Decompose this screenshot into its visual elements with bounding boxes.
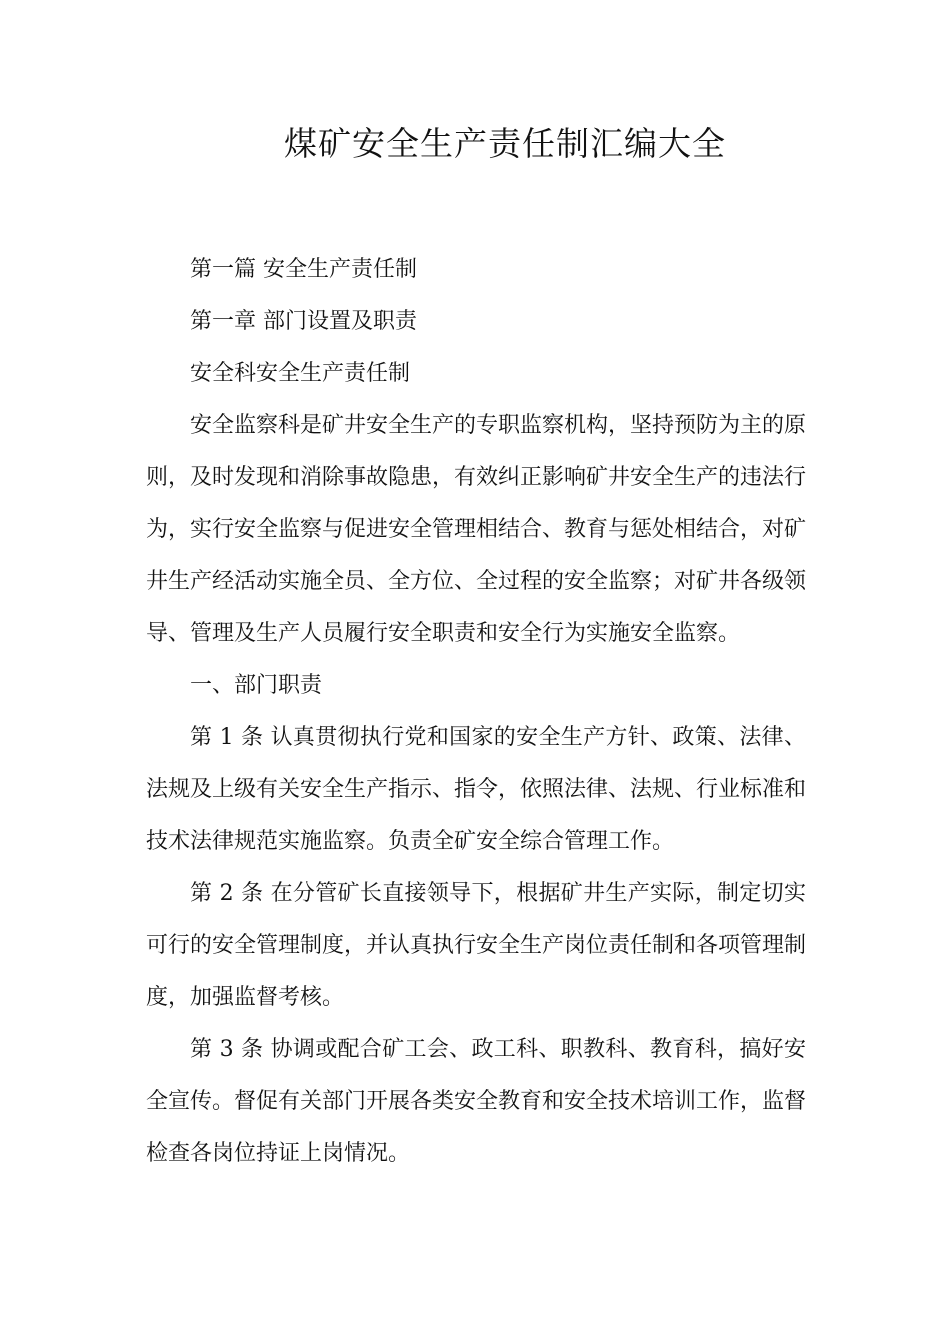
chapter-heading: 第一章 部门设置及职责 bbox=[190, 309, 417, 334]
article-1: 第 1 条 认真贯彻执行党和国家的安全生产方针、政策、法律、法规及上级有关安全生产指示、指令，依照法律、法规、行业标准和技术法律规范实施监察。负责全矿安全综合管理工作。 bbox=[146, 725, 807, 854]
part-heading: 第一篇 安全生产责任制 bbox=[190, 257, 417, 282]
intro-paragraph: 安全监察科是矿井安全生产的专职监察机构，坚持预防为主的原则，及时发现和消除事故隐患，有效纠正影响矿井安全生产的违法行为，实行安全监察与促进安全管理相结合、教育与惩处相结合，对矿井生产经活动实施全员、全方位、全过程的安全监察；对矿井各级领导、管理及生产人员履行安全职责和安全行为实施安全监察。 bbox=[146, 413, 807, 646]
document-body bbox=[146, 244, 806, 1180]
document-title: 煤矿安全生产责任制汇编大全 bbox=[284, 124, 726, 163]
section-heading: 安全科安全生产责任制 bbox=[190, 361, 411, 386]
subsection-heading: 一、部门职责 bbox=[190, 673, 323, 698]
article-3: 第 3 条 协调或配合矿工会、政工科、职教科、教育科，搞好安全宣传。督促有关部门开展各类安全教育和安全技术培训工作，监督检查各岗位持证上岗情况。 bbox=[146, 1037, 807, 1166]
article-2: 第 2 条 在分管矿长直接领导下，根据矿井生产实际，制定切实可行的安全管理制度，并认真执行安全生产岗位责任制和各项管理制度，加强监督考核。 bbox=[146, 881, 807, 1010]
